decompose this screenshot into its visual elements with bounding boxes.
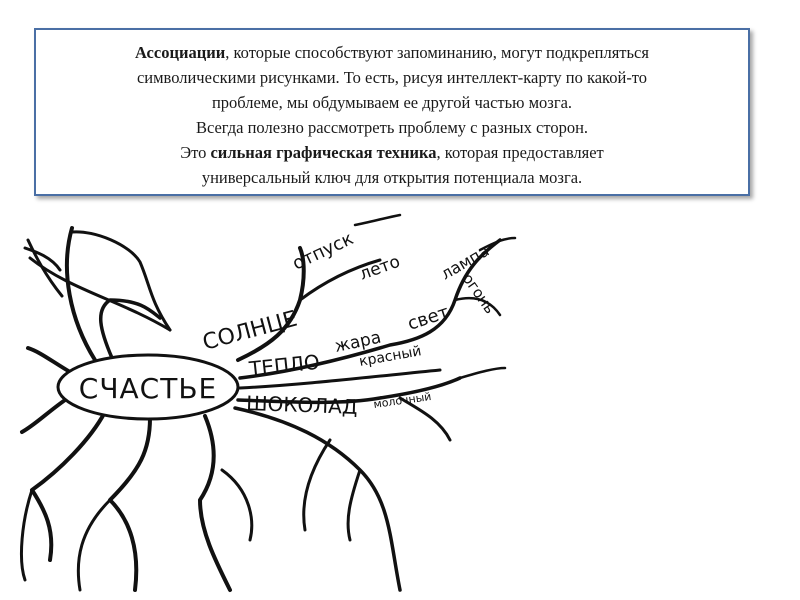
text-line-6: универсальный ключ для открытия потенциала мозга. [201, 168, 583, 187]
label-teplo: ТЕПЛО [248, 349, 321, 381]
branch-otpusk-tail [355, 215, 400, 225]
branch-lower-3 [200, 416, 230, 590]
label-shokolad: ШОКОЛАД [245, 391, 359, 419]
branch-lower-2 [110, 418, 150, 590]
branch-top-left [67, 228, 95, 360]
text-line-3: проблеме, мы обдумываем ее другой частью мозга. [211, 93, 573, 112]
label-lampa: лампа [437, 240, 493, 284]
text-line-1-rest: , которые способствуют запоминанию, могут подкрепляться [225, 43, 649, 62]
branch-lower-2b [78, 500, 110, 590]
branch-lower-right-b [304, 440, 330, 530]
label-otpusk: отпуск [289, 228, 357, 275]
text-line-5 [44, 140, 740, 165]
label-ogon: огонь [458, 269, 500, 318]
center-label: СЧАСТЬЕ [78, 372, 218, 405]
branch-lower-3b [222, 470, 252, 540]
branch-lower-right [235, 408, 400, 590]
text-line-5-pre: Это [180, 143, 211, 162]
text-line-1 [44, 40, 740, 65]
text-box [34, 28, 750, 196]
branch-lower-right-c [348, 470, 360, 540]
branch-left-1 [28, 348, 70, 372]
label-svet: свет [405, 301, 452, 335]
term-graphic-technique: сильная графическая техника [210, 143, 437, 162]
branch-molochny-tail [460, 368, 505, 378]
label-zhara: жара [332, 327, 383, 357]
term-associations: Ассоциации [135, 43, 226, 62]
branch-lower-1b [21, 490, 32, 580]
branch-left-2 [22, 398, 68, 432]
label-molochny: молочный [372, 389, 433, 411]
text-line-5-post: , которая предоставляет [436, 143, 604, 162]
text-line-4: Всегда полезно рассмотреть проблему с разных сторон. [195, 118, 589, 137]
text-line-2: символическими рисунками. То есть, рисуя интеллект-карту по какой-то [136, 68, 648, 87]
branch-lower-1 [32, 412, 105, 560]
label-leto: лето [356, 251, 403, 285]
label-krasny: красный [357, 343, 423, 370]
label-solntse: СОЛНЦЕ [200, 306, 301, 356]
mind-map [0, 205, 800, 600]
